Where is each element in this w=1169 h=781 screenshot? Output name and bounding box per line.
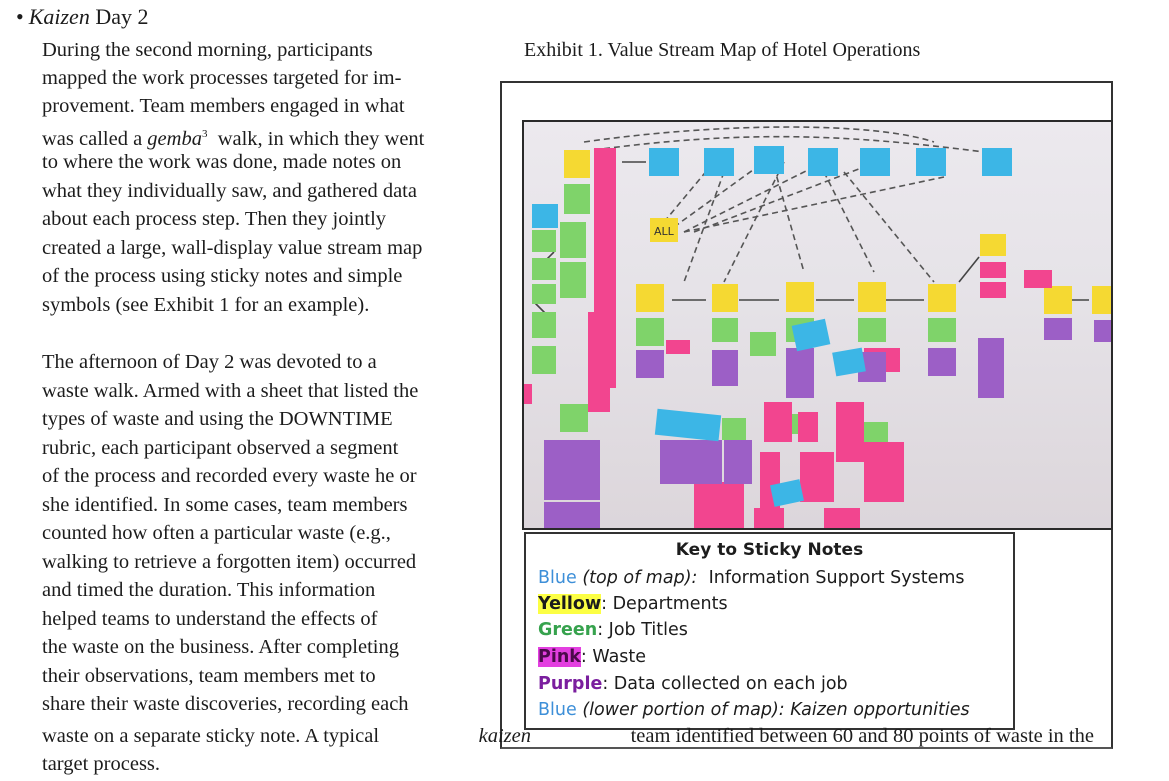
- text-line: types of waste and using the DOWNTIME: [42, 408, 393, 430]
- text-fragment: was called a: [42, 127, 143, 150]
- text-line: waste walk. Armed with a sheet that listed the: [42, 380, 419, 402]
- key-color-word: Purple: [538, 674, 603, 694]
- italic-term-gemba: gemba: [147, 127, 202, 150]
- key-desc: Information Support Systems: [708, 568, 965, 588]
- text-line: provement. Team members engaged in what: [42, 95, 405, 117]
- value-stream-map-photo: [522, 120, 1113, 530]
- key-qualifier: (lower portion of map):: [582, 700, 785, 720]
- text-line: mapped the work processes targeted for im-: [42, 67, 402, 89]
- text-fragment: waste on a separate sticky note. A typical: [42, 725, 380, 747]
- text-line: symbols (see Exhibit 1 for an example).: [42, 294, 370, 316]
- yellow-notes: [564, 150, 1113, 314]
- exhibit-caption: Exhibit 1. Value Stream Map of Hotel Operations: [524, 39, 921, 61]
- heading-italic: Kaizen: [28, 4, 90, 29]
- text-line: the waste on the business. After completing: [42, 636, 399, 658]
- text-line: of the process and recorded every waste he or: [42, 465, 417, 487]
- text-line: During the second morning, participants: [42, 39, 373, 61]
- key-color-word: Green: [538, 620, 598, 640]
- text-fragment: walk, in which they went: [217, 127, 425, 150]
- key-color-word: Blue: [538, 568, 577, 588]
- text-line: rubric, each participant observed a segment: [42, 437, 399, 459]
- text-line: to where the work was done, made notes on: [42, 151, 402, 173]
- italic-term-kaizen: kaizen: [478, 725, 531, 747]
- text-line: helped teams to understand the effects of: [42, 608, 378, 630]
- text-fragment: team identified between 60 and 80 points of waste in the: [630, 725, 1094, 747]
- key-desc: : Departments: [601, 594, 728, 614]
- key-row-pink: [538, 647, 646, 667]
- text-line: share their waste discoveries, recording each: [42, 693, 409, 715]
- key-row-green: [538, 620, 688, 640]
- text-line: and timed the duration. This information: [42, 579, 376, 601]
- key-desc: : Waste: [580, 647, 647, 667]
- section-heading: [16, 4, 148, 30]
- key-desc: : Data collected on each job: [602, 674, 848, 694]
- text-line: about each process step. Then they jointly: [42, 208, 387, 230]
- heading-rest: Day 2: [95, 4, 149, 29]
- text-line: created a large, wall-display value stream map: [42, 237, 423, 259]
- text-line-full-width: [42, 722, 1094, 750]
- key-desc: Kaizen opportunities: [790, 700, 970, 720]
- key-color-word: Yellow: [538, 594, 602, 614]
- key-qualifier: (top of map):: [582, 568, 698, 588]
- key-color-word: Pink: [538, 647, 581, 667]
- footnote-marker: 3: [201, 128, 208, 140]
- sticky-notes-key: [524, 532, 1015, 730]
- key-row-purple: [538, 674, 848, 694]
- text-line: of the process using sticky notes and simple: [42, 265, 403, 287]
- text-line: their observations, team members met to: [42, 665, 376, 687]
- bullet: •: [16, 4, 24, 29]
- sticky-notes-illustration: [524, 122, 1113, 530]
- key-row-blue-top: [538, 568, 965, 588]
- text-line: target process.: [42, 753, 161, 775]
- text-line: counted how often a particular waste (e.g.,: [42, 522, 391, 544]
- note-label-all: ALL: [654, 225, 674, 238]
- text-line: she identified. In some cases, team members: [42, 494, 408, 516]
- key-row-yellow: [538, 594, 728, 614]
- text-line: The afternoon of Day 2 was devoted to a: [42, 351, 377, 373]
- text-line: what they individually saw, and gathered data: [42, 180, 417, 202]
- text-line: walking to retrieve a forgotten item) occurred: [42, 551, 417, 573]
- key-row-blue-lower: [538, 700, 970, 720]
- key-desc: : Job Titles: [597, 620, 688, 640]
- key-color-word: Blue: [538, 700, 577, 720]
- key-title: Key to Sticky Notes: [675, 540, 864, 560]
